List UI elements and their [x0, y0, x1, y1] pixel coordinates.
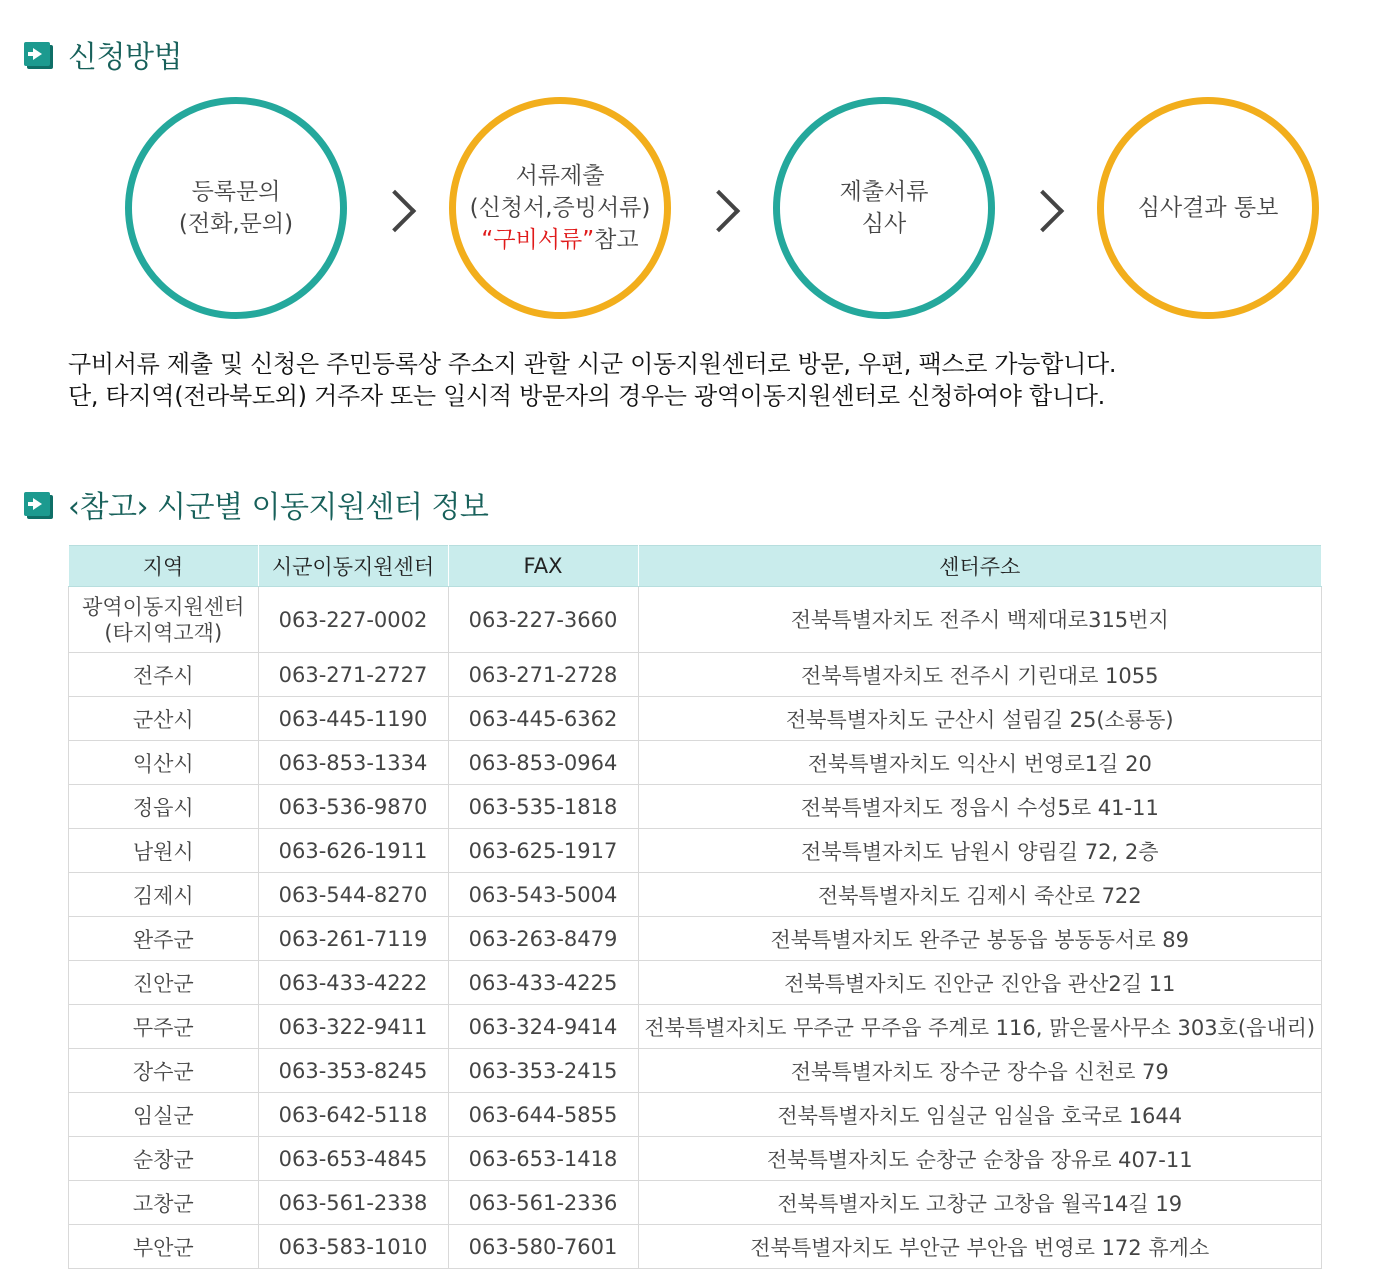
table-row [69, 697, 1322, 741]
address-cell: 전북특별자치도 정읍시 수성5로 41-11 [638, 785, 1322, 829]
fax-cell: 063-433-4225 [448, 961, 638, 1005]
table-row [69, 1137, 1322, 1181]
center-info-table [68, 545, 1322, 1269]
notice-text [68, 348, 1116, 412]
phone-cell: 063-271-2727 [258, 653, 448, 697]
region-name: 광역이동지원센터 [82, 594, 245, 619]
address-cell: 전북특별자치도 남원시 양림길 72, 2층 [638, 829, 1322, 873]
region-cell: 정읍시 [69, 785, 259, 829]
region-cell: 전주시 [69, 653, 259, 697]
step-submit-documents [449, 97, 671, 319]
table-row [69, 653, 1322, 697]
address-cell: 전북특별자치도 고창군 고창읍 월곡14길 19 [638, 1181, 1322, 1225]
address-cell: 전북특별자치도 군산시 설림길 25(소룡동) [638, 697, 1322, 741]
fax-cell: 063-535-1818 [448, 785, 638, 829]
phone-cell: 063-653-4845 [258, 1137, 448, 1181]
region-cell: 군산시 [69, 697, 259, 741]
table-row [69, 961, 1322, 1005]
notice-line: 구비서류 제출 및 신청은 주민등록상 주소지 관할 시군 이동지원센터로 방문, 우편, 팩스로 가능합니다. [68, 350, 1117, 378]
region-cell: 남원시 [69, 829, 259, 873]
phone-cell: 063-261-7119 [258, 917, 448, 961]
fax-cell: 063-644-5855 [448, 1093, 638, 1137]
step-review [773, 97, 995, 319]
notice-line: 단, 타지역(전라북도외) 거주자 또는 일시적 방문자의 경우는 광역이동지원센터로 신청하여야 합니다. [68, 382, 1105, 410]
fax-cell: 063-445-6362 [448, 697, 638, 741]
table-header-row [69, 546, 1322, 587]
step-inquiry [125, 97, 347, 319]
step-sublabel: (전화,문의) [178, 211, 294, 237]
phone-cell: 063-626-1911 [258, 829, 448, 873]
column-header-fax: FAX [448, 546, 638, 587]
fax-cell: 063-263-8479 [448, 917, 638, 961]
region-cell: 익산시 [69, 741, 259, 785]
column-header-address: 센터주소 [638, 546, 1322, 587]
region-cell [69, 587, 259, 653]
fax-cell: 063-625-1917 [448, 829, 638, 873]
required-docs-highlight: “구비서류” [481, 227, 595, 253]
fax-cell: 063-353-2415 [448, 1049, 638, 1093]
table-row [69, 741, 1322, 785]
phone-cell: 063-353-8245 [258, 1049, 448, 1093]
chevron-right-icon [698, 190, 740, 232]
fax-cell: 063-543-5004 [448, 873, 638, 917]
section-title: ‹참고› 시군별 이동지원센터 정보 [68, 490, 489, 525]
column-header-region: 지역 [69, 546, 259, 587]
phone-cell: 063-322-9411 [258, 1005, 448, 1049]
address-cell: 전북특별자치도 임실군 임실읍 호국로 1644 [638, 1093, 1322, 1137]
fax-cell: 063-271-2728 [448, 653, 638, 697]
table-row [69, 1093, 1322, 1137]
table-row [69, 587, 1322, 653]
table-row [69, 1049, 1322, 1093]
fax-cell: 063-561-2336 [448, 1181, 638, 1225]
address-cell: 전북특별자치도 전주시 백제대로315번지 [638, 587, 1322, 653]
address-cell: 전북특별자치도 전주시 기린대로 1055 [638, 653, 1322, 697]
phone-cell: 063-642-5118 [258, 1093, 448, 1137]
address-cell: 전북특별자치도 부안군 부안읍 번영로 172 휴게소 [638, 1225, 1322, 1269]
chevron-right-icon [374, 190, 416, 232]
region-cell: 진안군 [69, 961, 259, 1005]
phone-cell: 063-544-8270 [258, 873, 448, 917]
region-cell: 무주군 [69, 1005, 259, 1049]
address-cell: 전북특별자치도 진안군 진안읍 관산2길 11 [638, 961, 1322, 1005]
step-label: 제출서류 [839, 179, 929, 205]
fax-cell: 063-853-0964 [448, 741, 638, 785]
address-cell: 전북특별자치도 순창군 순창읍 장유로 407-11 [638, 1137, 1322, 1181]
table-row [69, 1181, 1322, 1225]
address-cell: 전북특별자치도 완주군 봉동읍 봉동동서로 89 [638, 917, 1322, 961]
phone-cell: 063-583-1010 [258, 1225, 448, 1269]
region-cell: 부안군 [69, 1225, 259, 1269]
fax-cell: 063-324-9414 [448, 1005, 638, 1049]
region-cell: 완주군 [69, 917, 259, 961]
section-heading-apply [24, 32, 182, 76]
step-sublabel: (신청서,증빙서류) [469, 195, 651, 221]
address-cell: 전북특별자치도 익산시 번영로1길 20 [638, 741, 1322, 785]
phone-cell: 063-561-2338 [258, 1181, 448, 1225]
step-sublabel: 심사 [861, 211, 907, 237]
section-title: 신청방법 [68, 40, 182, 75]
table-row [69, 1005, 1322, 1049]
phone-cell: 063-536-9870 [258, 785, 448, 829]
table-row [69, 829, 1322, 873]
step-label: 등록문의 [191, 179, 281, 205]
region-cell: 김제시 [69, 873, 259, 917]
arrow-right-icon [24, 42, 50, 66]
region-note: (타지역고객) [104, 620, 223, 645]
section-heading-reference [24, 482, 488, 526]
table-row [69, 873, 1322, 917]
fax-cell: 063-580-7601 [448, 1225, 638, 1269]
table-row [69, 785, 1322, 829]
step-label: 서류제출 [515, 163, 605, 189]
address-cell: 전북특별자치도 무주군 무주읍 주계로 116, 맑은물사무소 303호(읍내리) [638, 1005, 1322, 1049]
phone-cell: 063-445-1190 [258, 697, 448, 741]
region-cell: 순창군 [69, 1137, 259, 1181]
address-cell: 전북특별자치도 김제시 죽산로 722 [638, 873, 1322, 917]
step-note-suffix: 참고 [594, 227, 639, 253]
address-cell: 전북특별자치도 장수군 장수읍 신천로 79 [638, 1049, 1322, 1093]
phone-cell: 063-433-4222 [258, 961, 448, 1005]
region-cell: 장수군 [69, 1049, 259, 1093]
fax-cell: 063-227-3660 [448, 587, 638, 653]
arrow-right-icon [24, 492, 50, 516]
step-result [1097, 97, 1319, 319]
fax-cell: 063-653-1418 [448, 1137, 638, 1181]
step-label: 심사결과 통보 [1137, 195, 1279, 221]
column-header-center-phone: 시군이동지원센터 [258, 546, 448, 587]
phone-cell: 063-227-0002 [258, 587, 448, 653]
step-note [481, 224, 638, 256]
region-cell: 임실군 [69, 1093, 259, 1137]
chevron-right-icon [1022, 190, 1064, 232]
table-row [69, 917, 1322, 961]
region-cell: 고창군 [69, 1181, 259, 1225]
table-row [69, 1225, 1322, 1269]
phone-cell: 063-853-1334 [258, 741, 448, 785]
